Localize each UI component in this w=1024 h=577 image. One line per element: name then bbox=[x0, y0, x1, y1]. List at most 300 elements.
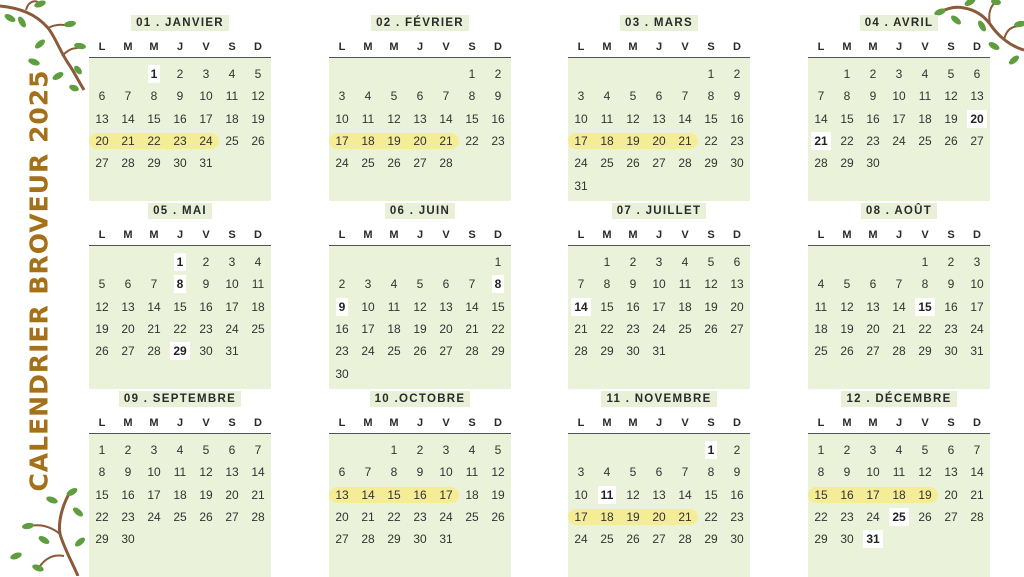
holiday-day-cell: 25 bbox=[886, 509, 912, 525]
week-row bbox=[329, 63, 511, 85]
day-cell: 27 bbox=[866, 344, 880, 359]
week-row bbox=[568, 550, 750, 572]
empty-day-cell bbox=[646, 442, 672, 458]
day-cell: 6 bbox=[338, 465, 346, 480]
day-cell: 8 bbox=[817, 465, 825, 480]
vacation-day-cell: 17 bbox=[568, 133, 594, 149]
day-cell: 1 bbox=[98, 443, 106, 458]
vacation-day-cell: 24 bbox=[193, 133, 219, 149]
day-cell: 24 bbox=[652, 322, 666, 337]
empty-day-cell bbox=[724, 554, 750, 570]
vacation-day-cell: 17 bbox=[860, 487, 886, 503]
day-cell: 3 bbox=[577, 89, 585, 104]
weekday-header: J bbox=[655, 229, 663, 241]
day-cell: 24 bbox=[892, 134, 906, 149]
day-cell: 5 bbox=[707, 255, 715, 270]
day-cell: 30 bbox=[335, 366, 349, 381]
empty-day-cell bbox=[912, 366, 938, 382]
weekday-header: M bbox=[363, 417, 373, 429]
empty-day-cell bbox=[808, 366, 834, 382]
week-row bbox=[568, 296, 750, 318]
week-row bbox=[568, 85, 750, 107]
week-row bbox=[89, 251, 271, 273]
day-cell: 8 bbox=[150, 89, 158, 104]
holiday-day-cell: 11 bbox=[594, 487, 620, 503]
day-cell: 4 bbox=[228, 67, 236, 82]
day-cell: 25 bbox=[387, 344, 401, 359]
weekday-header: L bbox=[98, 229, 106, 241]
empty-day-cell bbox=[964, 178, 990, 194]
month-days bbox=[808, 246, 990, 389]
day-cell: 12 bbox=[626, 111, 640, 126]
day-cell: 29 bbox=[814, 532, 828, 547]
empty-day-cell bbox=[219, 554, 245, 570]
day-cell: 6 bbox=[416, 89, 424, 104]
day-cell: 5 bbox=[390, 89, 398, 104]
day-cell: 3 bbox=[895, 67, 903, 82]
empty-day-cell bbox=[672, 178, 698, 194]
day-cell: 23 bbox=[199, 322, 213, 337]
weekday-header: J bbox=[895, 41, 903, 53]
day-cell: 6 bbox=[442, 277, 450, 292]
day-cell: 4 bbox=[176, 443, 184, 458]
day-cell: 30 bbox=[944, 344, 958, 359]
empty-day-cell bbox=[89, 254, 115, 270]
day-cell: 17 bbox=[892, 111, 906, 126]
weekday-header: V bbox=[921, 417, 929, 429]
weekday-header: J bbox=[655, 41, 663, 53]
empty-day-cell bbox=[193, 178, 219, 194]
day-cell: 12 bbox=[704, 277, 718, 292]
day-cell: 30 bbox=[413, 532, 427, 547]
month-block bbox=[89, 14, 271, 201]
week-row bbox=[89, 484, 271, 506]
weekday-header-row bbox=[89, 414, 271, 434]
week-row bbox=[329, 108, 511, 130]
month-days bbox=[808, 434, 990, 577]
day-cell: 13 bbox=[970, 89, 984, 104]
day-cell: 29 bbox=[600, 344, 614, 359]
day-cell: 10 bbox=[652, 277, 666, 292]
weekday-header: M bbox=[149, 229, 159, 241]
day-cell: 5 bbox=[494, 443, 502, 458]
weekday-header: V bbox=[442, 229, 450, 241]
empty-day-cell bbox=[355, 178, 381, 194]
branch-bottom-left-decoration bbox=[0, 486, 90, 576]
day-cell: 13 bbox=[866, 299, 880, 314]
empty-day-cell bbox=[115, 66, 141, 82]
week-row bbox=[329, 550, 511, 572]
day-cell: 13 bbox=[225, 465, 239, 480]
day-cell: 27 bbox=[730, 322, 744, 337]
weekday-header: M bbox=[842, 417, 852, 429]
vacation-day-cell: 21 bbox=[672, 509, 698, 525]
empty-day-cell bbox=[912, 178, 938, 194]
day-cell: 16 bbox=[199, 299, 213, 314]
empty-day-cell bbox=[620, 178, 646, 194]
day-cell: 26 bbox=[918, 510, 932, 525]
empty-day-cell bbox=[860, 554, 886, 570]
day-cell: 31 bbox=[652, 344, 666, 359]
empty-day-cell bbox=[245, 155, 271, 171]
holiday-day-cell: 29 bbox=[167, 343, 193, 359]
weekday-header: M bbox=[842, 229, 852, 241]
month-block bbox=[808, 390, 990, 577]
empty-day-cell bbox=[912, 554, 938, 570]
day-cell: 10 bbox=[147, 465, 161, 480]
month-days bbox=[329, 58, 511, 201]
day-cell: 14 bbox=[678, 111, 692, 126]
empty-day-cell bbox=[672, 442, 698, 458]
day-cell: 24 bbox=[225, 322, 239, 337]
empty-day-cell bbox=[646, 178, 672, 194]
month-block bbox=[89, 390, 271, 577]
day-cell: 11 bbox=[251, 277, 265, 292]
empty-day-cell bbox=[245, 178, 271, 194]
weekday-header: L bbox=[577, 417, 585, 429]
empty-day-cell bbox=[698, 178, 724, 194]
empty-day-cell bbox=[329, 442, 355, 458]
week-row bbox=[329, 506, 511, 528]
week-row bbox=[329, 296, 511, 318]
day-cell: 3 bbox=[338, 89, 346, 104]
week-row bbox=[568, 63, 750, 85]
empty-day-cell bbox=[407, 554, 433, 570]
weekday-header: L bbox=[577, 229, 585, 241]
day-cell: 1 bbox=[843, 67, 851, 82]
empty-day-cell bbox=[672, 366, 698, 382]
empty-day-cell bbox=[620, 366, 646, 382]
empty-day-cell bbox=[89, 178, 115, 194]
week-row bbox=[329, 273, 511, 295]
day-cell: 6 bbox=[869, 277, 877, 292]
day-cell: 26 bbox=[199, 510, 213, 525]
week-row bbox=[89, 461, 271, 483]
day-cell: 26 bbox=[626, 156, 640, 171]
day-cell: 3 bbox=[973, 255, 981, 270]
day-cell: 12 bbox=[944, 89, 958, 104]
day-cell: 5 bbox=[629, 89, 637, 104]
weekday-header: D bbox=[973, 417, 981, 429]
weekday-header: J bbox=[416, 41, 424, 53]
day-cell: 20 bbox=[335, 510, 349, 525]
empty-day-cell bbox=[219, 366, 245, 382]
weekday-header: S bbox=[707, 417, 715, 429]
day-cell: 8 bbox=[707, 465, 715, 480]
month-name: 06 . JUIN bbox=[385, 203, 455, 219]
weekday-header: M bbox=[123, 417, 133, 429]
day-cell: 30 bbox=[626, 344, 640, 359]
day-cell: 31 bbox=[439, 532, 453, 547]
day-cell: 28 bbox=[147, 344, 161, 359]
empty-day-cell bbox=[646, 554, 672, 570]
empty-day-cell bbox=[485, 366, 511, 382]
day-cell: 8 bbox=[468, 89, 476, 104]
empty-day-cell bbox=[329, 554, 355, 570]
day-cell: 12 bbox=[626, 487, 640, 502]
day-cell: 13 bbox=[439, 299, 453, 314]
month-block bbox=[89, 202, 271, 389]
day-cell: 11 bbox=[892, 465, 906, 480]
vacation-day-cell: 18 bbox=[594, 133, 620, 149]
week-row bbox=[89, 108, 271, 130]
day-cell: 22 bbox=[600, 322, 614, 337]
holiday-day-cell: 21 bbox=[808, 133, 834, 149]
month-name: 08 . AOÛT bbox=[861, 203, 937, 219]
day-cell: 7 bbox=[681, 89, 689, 104]
vacation-day-cell: 20 bbox=[89, 133, 115, 149]
day-cell: 29 bbox=[840, 156, 854, 171]
day-cell: 30 bbox=[730, 532, 744, 547]
day-cell: 27 bbox=[95, 156, 109, 171]
month-days bbox=[89, 58, 271, 201]
day-cell: 10 bbox=[892, 89, 906, 104]
week-row bbox=[808, 506, 990, 528]
day-cell: 7 bbox=[973, 443, 981, 458]
day-cell: 23 bbox=[944, 322, 958, 337]
week-row bbox=[89, 528, 271, 550]
weekday-header: S bbox=[947, 41, 955, 53]
empty-day-cell bbox=[594, 554, 620, 570]
empty-day-cell bbox=[594, 366, 620, 382]
day-cell: 11 bbox=[387, 299, 401, 314]
day-cell: 30 bbox=[121, 532, 135, 547]
day-cell: 24 bbox=[335, 156, 349, 171]
day-cell: 15 bbox=[465, 111, 479, 126]
day-cell: 13 bbox=[652, 111, 666, 126]
empty-day-cell bbox=[141, 531, 167, 547]
empty-day-cell bbox=[724, 343, 750, 359]
day-cell: 5 bbox=[202, 443, 210, 458]
week-row bbox=[808, 340, 990, 362]
empty-day-cell bbox=[329, 178, 355, 194]
month-days bbox=[89, 246, 271, 389]
day-cell: 14 bbox=[892, 299, 906, 314]
day-cell: 15 bbox=[173, 299, 187, 314]
day-cell: 27 bbox=[652, 156, 666, 171]
vacation-day-cell: 19 bbox=[381, 133, 407, 149]
week-row bbox=[808, 174, 990, 196]
week-row bbox=[329, 152, 511, 174]
weekday-header: M bbox=[602, 229, 612, 241]
day-cell: 24 bbox=[439, 510, 453, 525]
weekday-header: M bbox=[389, 41, 399, 53]
month-title bbox=[329, 202, 511, 220]
week-row bbox=[808, 152, 990, 174]
empty-day-cell bbox=[568, 254, 594, 270]
week-row bbox=[89, 318, 271, 340]
weekday-header: S bbox=[707, 41, 715, 53]
day-cell: 1 bbox=[921, 255, 929, 270]
weekday-header: V bbox=[202, 41, 210, 53]
week-row bbox=[329, 340, 511, 362]
day-cell: 11 bbox=[918, 89, 932, 104]
week-row bbox=[329, 85, 511, 107]
empty-day-cell bbox=[433, 554, 459, 570]
day-cell: 3 bbox=[869, 443, 877, 458]
empty-day-cell bbox=[620, 554, 646, 570]
day-cell: 28 bbox=[970, 510, 984, 525]
day-cell: 12 bbox=[95, 299, 109, 314]
day-cell: 24 bbox=[574, 532, 588, 547]
month-days bbox=[568, 434, 750, 577]
weekday-header: L bbox=[338, 229, 346, 241]
day-cell: 4 bbox=[681, 255, 689, 270]
day-cell: 10 bbox=[225, 277, 239, 292]
weekday-header: V bbox=[202, 417, 210, 429]
day-cell: 19 bbox=[944, 111, 958, 126]
day-cell: 17 bbox=[199, 111, 213, 126]
empty-day-cell bbox=[355, 366, 381, 382]
day-cell: 8 bbox=[707, 89, 715, 104]
day-cell: 12 bbox=[840, 299, 854, 314]
day-cell: 26 bbox=[413, 344, 427, 359]
week-row bbox=[568, 506, 750, 528]
day-cell: 2 bbox=[947, 255, 955, 270]
empty-day-cell bbox=[141, 366, 167, 382]
weekday-header-row bbox=[568, 226, 750, 246]
empty-day-cell bbox=[355, 442, 381, 458]
day-cell: 23 bbox=[866, 134, 880, 149]
empty-day-cell bbox=[860, 254, 886, 270]
empty-day-cell bbox=[964, 366, 990, 382]
week-row bbox=[329, 130, 511, 152]
empty-day-cell bbox=[459, 178, 485, 194]
day-cell: 10 bbox=[361, 299, 375, 314]
day-cell: 9 bbox=[733, 89, 741, 104]
day-cell: 29 bbox=[491, 344, 505, 359]
weekday-header: L bbox=[338, 41, 346, 53]
week-row bbox=[568, 484, 750, 506]
day-cell: 11 bbox=[361, 111, 375, 126]
weekday-header: D bbox=[494, 229, 502, 241]
day-cell: 24 bbox=[147, 510, 161, 525]
day-cell: 11 bbox=[814, 299, 828, 314]
empty-day-cell bbox=[938, 366, 964, 382]
day-cell: 10 bbox=[335, 111, 349, 126]
day-cell: 16 bbox=[730, 487, 744, 502]
week-row bbox=[568, 461, 750, 483]
day-cell: 1 bbox=[603, 255, 611, 270]
weekday-header: S bbox=[468, 417, 476, 429]
day-cell: 9 bbox=[494, 89, 502, 104]
month-block bbox=[329, 14, 511, 201]
day-cell: 15 bbox=[491, 299, 505, 314]
day-cell: 5 bbox=[254, 67, 262, 82]
month-name: 03 . MARS bbox=[620, 15, 698, 31]
empty-day-cell bbox=[808, 178, 834, 194]
day-cell: 19 bbox=[491, 487, 505, 502]
weekday-header: S bbox=[228, 41, 236, 53]
weekday-header: D bbox=[973, 229, 981, 241]
week-row bbox=[808, 63, 990, 85]
weekday-header-row bbox=[568, 38, 750, 58]
weekday-header: L bbox=[98, 417, 106, 429]
empty-day-cell bbox=[672, 66, 698, 82]
week-row bbox=[808, 273, 990, 295]
week-row bbox=[568, 152, 750, 174]
empty-day-cell bbox=[459, 254, 485, 270]
day-cell: 7 bbox=[577, 277, 585, 292]
week-row bbox=[89, 340, 271, 362]
day-cell: 25 bbox=[361, 156, 375, 171]
day-cell: 5 bbox=[629, 465, 637, 480]
day-cell: 27 bbox=[439, 344, 453, 359]
empty-day-cell bbox=[568, 66, 594, 82]
day-cell: 27 bbox=[652, 532, 666, 547]
day-cell: 8 bbox=[843, 89, 851, 104]
day-cell: 7 bbox=[817, 89, 825, 104]
weekday-header: S bbox=[468, 41, 476, 53]
holiday-day-cell: 1 bbox=[141, 66, 167, 82]
weekday-header: J bbox=[655, 417, 663, 429]
empty-day-cell bbox=[115, 254, 141, 270]
week-row bbox=[808, 550, 990, 572]
empty-day-cell bbox=[860, 178, 886, 194]
day-cell: 30 bbox=[866, 156, 880, 171]
week-row bbox=[329, 528, 511, 550]
day-cell: 31 bbox=[199, 156, 213, 171]
day-cell: 7 bbox=[364, 465, 372, 480]
day-cell: 26 bbox=[491, 510, 505, 525]
day-cell: 2 bbox=[733, 67, 741, 82]
day-cell: 7 bbox=[254, 443, 262, 458]
day-cell: 9 bbox=[416, 465, 424, 480]
empty-day-cell bbox=[115, 366, 141, 382]
week-row bbox=[89, 362, 271, 384]
week-row bbox=[89, 439, 271, 461]
day-cell: 11 bbox=[465, 465, 479, 480]
day-cell: 22 bbox=[840, 134, 854, 149]
month-days bbox=[568, 58, 750, 201]
day-cell: 18 bbox=[465, 487, 479, 502]
day-cell: 13 bbox=[95, 111, 109, 126]
empty-day-cell bbox=[594, 178, 620, 194]
month-title bbox=[808, 202, 990, 220]
empty-day-cell bbox=[355, 66, 381, 82]
week-row bbox=[568, 362, 750, 384]
day-cell: 6 bbox=[98, 89, 106, 104]
day-cell: 20 bbox=[730, 299, 744, 314]
day-cell: 21 bbox=[574, 322, 588, 337]
day-cell: 27 bbox=[944, 510, 958, 525]
holiday-day-cell: 9 bbox=[329, 299, 355, 315]
weekday-header: M bbox=[363, 41, 373, 53]
weekday-header: M bbox=[628, 417, 638, 429]
month-title bbox=[568, 14, 750, 32]
day-cell: 27 bbox=[121, 344, 135, 359]
day-cell: 12 bbox=[491, 465, 505, 480]
empty-day-cell bbox=[459, 531, 485, 547]
empty-day-cell bbox=[886, 366, 912, 382]
vacation-day-cell: 20 bbox=[646, 133, 672, 149]
day-cell: 28 bbox=[251, 510, 265, 525]
day-cell: 2 bbox=[843, 443, 851, 458]
empty-day-cell bbox=[938, 531, 964, 547]
empty-day-cell bbox=[459, 554, 485, 570]
day-cell: 11 bbox=[225, 89, 239, 104]
day-cell: 23 bbox=[491, 134, 505, 149]
day-cell: 25 bbox=[678, 322, 692, 337]
weekday-header: M bbox=[868, 41, 878, 53]
day-cell: 25 bbox=[918, 134, 932, 149]
empty-day-cell bbox=[459, 155, 485, 171]
day-cell: 24 bbox=[970, 322, 984, 337]
day-cell: 22 bbox=[173, 322, 187, 337]
empty-day-cell bbox=[167, 366, 193, 382]
empty-day-cell bbox=[329, 66, 355, 82]
day-cell: 19 bbox=[840, 322, 854, 337]
